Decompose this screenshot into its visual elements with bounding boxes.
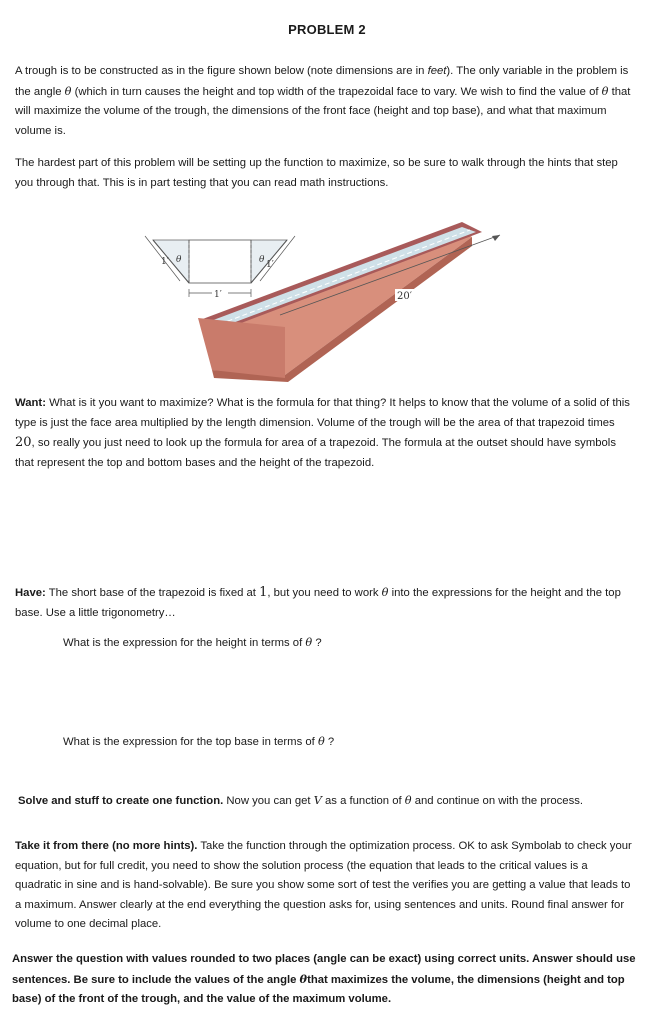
- hint-paragraph: The hardest part of this problem will be setting up the function to maximize, so be sure to walk through the hints that step you through that. This is in part testing that you can read math instructions.: [15, 157, 618, 189]
- label-20ft: 20′: [397, 291, 412, 302]
- want-paragraph: Want: What is it you want to maximize? What is the formula for that thing? It helps to know that the volume of a solid of this type is just the face area multiplied by the length dimension. Volume of the trough will be the area of that trapezoid times 20, so really you just need to look up the formula for area of a trapezoid. The formula at the outset should have symbols that represent the top and bottom bases and the height of the trapezoid.: [15, 397, 630, 469]
- label-1ft-bottom: 1′: [214, 290, 222, 300]
- label-1ft-left: 1′: [161, 257, 169, 267]
- trough-figure: [140, 210, 520, 385]
- label-theta-right: θ: [259, 255, 265, 265]
- intro-paragraph: A trough is to be constructed as in the figure shown below (note dimensions are in feet). The only variable in the problem is the angle θ (which in turn causes the height and top width of the trapezoidal face to vary. We wish to find the value of θ that will maximize the volume of the trough, the dimensions of the front face (height and top base), and what that maximum volume is.: [15, 65, 631, 137]
- answer-paragraph: Answer the question with values rounded to two places (angle can be exact) using correct units. Answer should use sentences. Be sure to include the values of the angle θthat maximizes the volume, the dimensions (height and top base) of the front of the trough, and the value of the maximum volume.: [12, 953, 636, 1005]
- solve-paragraph: Solve and stuff to create one function. Now you can get V as a function of θ and continue on with the process.: [18, 794, 584, 807]
- question-top-base: What is the expression for the top base in terms of θ ?: [63, 735, 335, 748]
- trough-end-face: [198, 318, 285, 378]
- question-height: What is the expression for the height in terms of θ ?: [63, 636, 322, 649]
- page-title: PROBLEM 2: [288, 22, 366, 37]
- have-paragraph: Have: The short base of the trapezoid is fixed at 1, but you need to work θ into the expressions for the height and the top base. Use a little trigonometry…: [15, 585, 621, 619]
- label-1ft-right: 1′: [266, 260, 274, 270]
- label-theta-left: θ: [176, 255, 182, 265]
- take-paragraph: Take it from there (no more hints). Take the function through the optimization process. OK to ask Symbolab to check your equation, but for full credit, you need to show the solution process (the equation that leads to the critical values is a quadratic in sine and is hand-solvable). Be sure you show some sort of test the verifies you are getting a value that leads to a maximum. Answer clearly at the end everything the question asks for, using sentences and units. Round final answer for volume to one decimal place.: [15, 840, 632, 930]
